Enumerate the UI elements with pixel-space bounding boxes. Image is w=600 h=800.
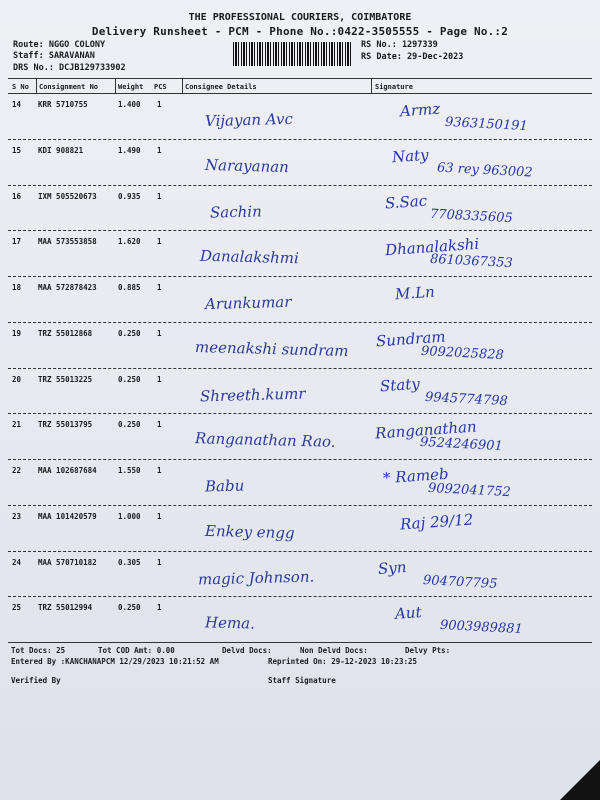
row-pcs: 1 bbox=[157, 511, 162, 521]
row-consignee-name: Vijayan Avc bbox=[204, 109, 294, 131]
row-consignment-no: MAA 101420579 bbox=[38, 511, 97, 521]
row-signature: M.Ln bbox=[394, 282, 436, 304]
staff-label: Staff: SARAVANAN bbox=[13, 51, 95, 61]
row-pcs: 1 bbox=[157, 328, 162, 338]
col-divider bbox=[115, 78, 116, 93]
col-header-signature: Signature bbox=[375, 83, 413, 91]
row-pcs: 1 bbox=[157, 191, 162, 201]
row-weight: 0.250 bbox=[118, 420, 141, 430]
runsheet-title: Delivery Runsheet - PCM - Phone No.:0422-3505555 - Page No.:2 bbox=[91, 25, 509, 38]
verified-by: Verified By bbox=[11, 676, 61, 685]
row-signature: Ranganathan bbox=[374, 417, 478, 443]
row-pcs: 1 bbox=[157, 557, 162, 567]
row-weight: 1.490 bbox=[118, 145, 141, 155]
row-sno: 20 bbox=[12, 374, 22, 384]
col-divider bbox=[371, 78, 372, 93]
row-consignment-no: KRR 5710755 bbox=[38, 100, 88, 109]
row-sno: 17 bbox=[12, 237, 22, 247]
row-separator bbox=[8, 185, 592, 186]
total-docs: Tot Docs: 25 bbox=[11, 646, 66, 655]
row-pcs: 1 bbox=[157, 283, 162, 292]
row-pcs: 1 bbox=[157, 237, 162, 247]
row-phone-number: 63 rey 963002 bbox=[436, 160, 534, 181]
row-consignee-name: Ranganathan Rao. bbox=[194, 429, 336, 452]
row-weight: 1.550 bbox=[118, 466, 141, 475]
row-pcs: 1 bbox=[157, 100, 162, 109]
row-consignee-name: Enkey engg bbox=[204, 521, 295, 542]
row-signature: * Rameb bbox=[382, 464, 450, 488]
row-signature: Sundram bbox=[375, 327, 447, 351]
row-signature: Raj 29/12 bbox=[399, 510, 474, 534]
row-signature: S.Sac bbox=[384, 191, 428, 212]
row-weight: 0.250 bbox=[118, 328, 141, 338]
row-consignment-no: MAA 570710182 bbox=[38, 557, 97, 567]
row-separator bbox=[8, 276, 592, 277]
row-sno: 22 bbox=[12, 466, 22, 475]
row-consignee-name: Narayanan bbox=[204, 155, 290, 176]
row-weight: 1.620 bbox=[118, 237, 141, 247]
route-label: Route: NGGO COLONY bbox=[13, 40, 106, 50]
row-weight: 0.305 bbox=[118, 557, 141, 567]
table-bottom-rule bbox=[8, 642, 592, 643]
row-separator bbox=[8, 368, 592, 369]
rs-number: RS No.: 1297339 bbox=[361, 40, 438, 50]
row-consignee-name: Sachin bbox=[209, 201, 262, 222]
row-sno: 16 bbox=[12, 191, 22, 201]
table-top-rule bbox=[8, 78, 592, 79]
row-consignment-no: TRZ 55013225 bbox=[38, 374, 93, 384]
row-signature: Staty bbox=[379, 374, 421, 395]
row-sno: 25 bbox=[12, 603, 22, 613]
row-consignment-no: MAA 102687684 bbox=[38, 466, 97, 475]
row-consignment-no: KDI 908821 bbox=[38, 145, 84, 155]
row-consignee-name: Hema. bbox=[204, 613, 256, 633]
row-sno: 19 bbox=[12, 328, 22, 338]
row-consignment-no: TRZ 55012994 bbox=[38, 603, 93, 613]
row-sno: 15 bbox=[12, 145, 22, 155]
col-header-consignee: Consignee Details bbox=[185, 83, 257, 91]
row-sno: 24 bbox=[12, 557, 22, 567]
col-divider bbox=[36, 78, 37, 93]
delivered-docs: Delvd Docs: bbox=[222, 646, 272, 655]
row-phone-number: 9092025828 bbox=[420, 343, 505, 363]
row-consignee-name: Babu bbox=[204, 476, 245, 496]
row-consignee-name: Danalakshmi bbox=[199, 246, 300, 268]
row-sno: 23 bbox=[12, 511, 22, 521]
row-separator bbox=[8, 322, 592, 323]
row-pcs: 1 bbox=[157, 145, 162, 155]
row-separator bbox=[8, 551, 592, 552]
col-header-consignment: Consignment No bbox=[39, 83, 99, 91]
row-consignee-name: meenakshi sundram bbox=[194, 337, 349, 360]
company-name: THE PROFESSIONAL COURIERS, COIMBATORE bbox=[188, 12, 412, 23]
page-corner-shadow bbox=[560, 760, 600, 800]
row-pcs: 1 bbox=[157, 466, 162, 475]
row-weight: 0.250 bbox=[118, 374, 141, 384]
col-divider bbox=[182, 78, 183, 93]
col-header-sno: S No bbox=[12, 83, 29, 91]
row-phone-number: 8610367353 bbox=[429, 252, 514, 272]
row-pcs: 1 bbox=[157, 374, 162, 384]
row-phone-number: 904707795 bbox=[422, 572, 498, 592]
row-weight: 0.885 bbox=[118, 283, 141, 292]
col-header-pcs: PCS bbox=[154, 83, 167, 91]
row-consignee-name: magic Johnson. bbox=[197, 566, 315, 589]
non-delivered-docs: Non Delvd Docs: bbox=[300, 646, 368, 655]
row-consignment-no: TRZ 55013795 bbox=[38, 420, 93, 430]
row-weight: 1.000 bbox=[118, 511, 141, 521]
row-phone-number: 9524246901 bbox=[419, 435, 504, 455]
entered-by: Entered By :KANCHANAPCM 12/29/2023 10:21:52 AM bbox=[11, 657, 219, 666]
row-weight: 0.935 bbox=[118, 191, 141, 201]
row-phone-number: 9363150191 bbox=[444, 114, 529, 135]
row-phone-number: 7708335605 bbox=[429, 206, 514, 226]
row-weight: 0.250 bbox=[118, 603, 141, 613]
barcode bbox=[233, 42, 353, 66]
table-header-rule bbox=[8, 93, 592, 94]
row-consignment-no: MAA 572878423 bbox=[38, 283, 97, 292]
row-signature: Armz bbox=[399, 99, 441, 121]
row-consignment-no: TRZ 55012868 bbox=[38, 328, 93, 338]
row-consignee-name: Shreeth.kumr bbox=[199, 384, 306, 405]
row-signature: Naty bbox=[391, 145, 430, 167]
delivery-points: Delvy Pts: bbox=[405, 646, 451, 655]
row-separator bbox=[8, 596, 592, 597]
row-separator bbox=[8, 139, 592, 140]
row-sno: 18 bbox=[12, 283, 22, 292]
row-consignment-no: MAA 573553858 bbox=[38, 237, 97, 247]
row-weight: 1.400 bbox=[118, 100, 141, 109]
row-pcs: 1 bbox=[157, 420, 162, 430]
row-separator bbox=[8, 459, 592, 460]
col-header-weight: Weight bbox=[118, 83, 144, 91]
row-phone-number: 9092041752 bbox=[427, 480, 512, 501]
row-consignment-no: IXM 505520673 bbox=[38, 191, 97, 201]
reprinted-on: Reprinted On: 29-12-2023 10:23:25 bbox=[268, 657, 418, 666]
row-signature: Dhanalakshi bbox=[384, 234, 480, 260]
rs-date: RS Date: 29-Dec-2023 bbox=[361, 52, 464, 62]
row-separator bbox=[8, 230, 592, 231]
row-sno: 21 bbox=[12, 420, 22, 430]
total-cod-amount: Tot COD Amt: 0.00 bbox=[98, 646, 175, 655]
row-sno: 14 bbox=[12, 100, 22, 109]
drs-number: DRS No.: DCJB129733902 bbox=[13, 63, 126, 73]
row-phone-number: 9003989881 bbox=[439, 618, 524, 638]
row-separator bbox=[8, 413, 592, 414]
row-signature: Aut bbox=[394, 603, 423, 624]
staff-signature: Staff Signature bbox=[268, 676, 336, 685]
row-signature: Syn bbox=[377, 557, 408, 578]
row-consignee-name: Arunkumar bbox=[204, 292, 292, 314]
row-pcs: 1 bbox=[157, 603, 162, 613]
row-phone-number: 9945774798 bbox=[424, 389, 509, 409]
row-separator bbox=[8, 505, 592, 506]
